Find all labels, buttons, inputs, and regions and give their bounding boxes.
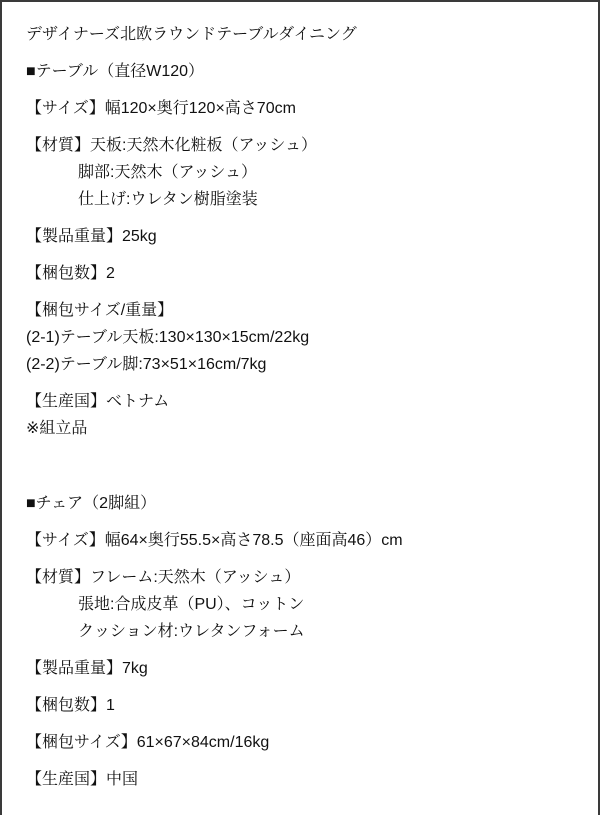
chair-product-weight: 【製品重量】7kg xyxy=(26,660,148,677)
table-size: 【サイズ】幅120×奥行120×高さ70cm xyxy=(26,100,296,117)
table-package-size-legs: (2-2)テーブル脚:73×51×16cm/7kg xyxy=(26,356,267,373)
table-material-finish: 仕上げ:ウレタン樹脂塗装 xyxy=(78,191,258,208)
chair-material-frame: 【材質】フレーム:天然木（アッシュ） xyxy=(26,569,301,586)
chair-material xyxy=(26,564,580,645)
chair-package-size: 【梱包サイズ】61×67×84cm/16kg xyxy=(26,734,270,751)
table-section-heading: ■テーブル（直径W120） xyxy=(26,63,205,80)
table-material xyxy=(26,132,580,213)
table-material-top: 【材質】天板:天然木化粧板（アッシュ） xyxy=(26,137,318,154)
table-assembly-note: ※組立品 xyxy=(26,420,88,437)
chair-material-cushion: クッション材:ウレタンフォーム xyxy=(78,623,305,640)
chair-size: 【サイズ】幅64×奥行55.5×高さ78.5（座面高46）cm xyxy=(26,532,403,549)
chair-country: 【生産国】中国 xyxy=(26,771,139,788)
table-package-size-heading: 【梱包サイズ/重量】 xyxy=(26,302,174,319)
table-package-size-top: (2-1)テーブル天板:130×130×15cm/22kg xyxy=(26,329,310,346)
product-title: デザイナーズ北欧ラウンドテーブルダイニング xyxy=(26,26,357,43)
table-material-legs: 脚部:天然木（アッシュ） xyxy=(78,164,258,181)
table-origin xyxy=(26,388,580,442)
table-package-count: 【梱包数】2 xyxy=(26,265,115,282)
chair-package-count: 【梱包数】1 xyxy=(26,697,115,714)
chair-section-heading: ■チェア（2脚組） xyxy=(26,495,157,512)
table-country: 【生産国】ベトナム xyxy=(26,393,170,410)
table-package-size xyxy=(26,297,580,378)
chair-material-upholstery: 張地:合成皮革（PU）、コットン xyxy=(78,596,305,613)
table-product-weight: 【製品重量】25kg xyxy=(26,228,157,245)
